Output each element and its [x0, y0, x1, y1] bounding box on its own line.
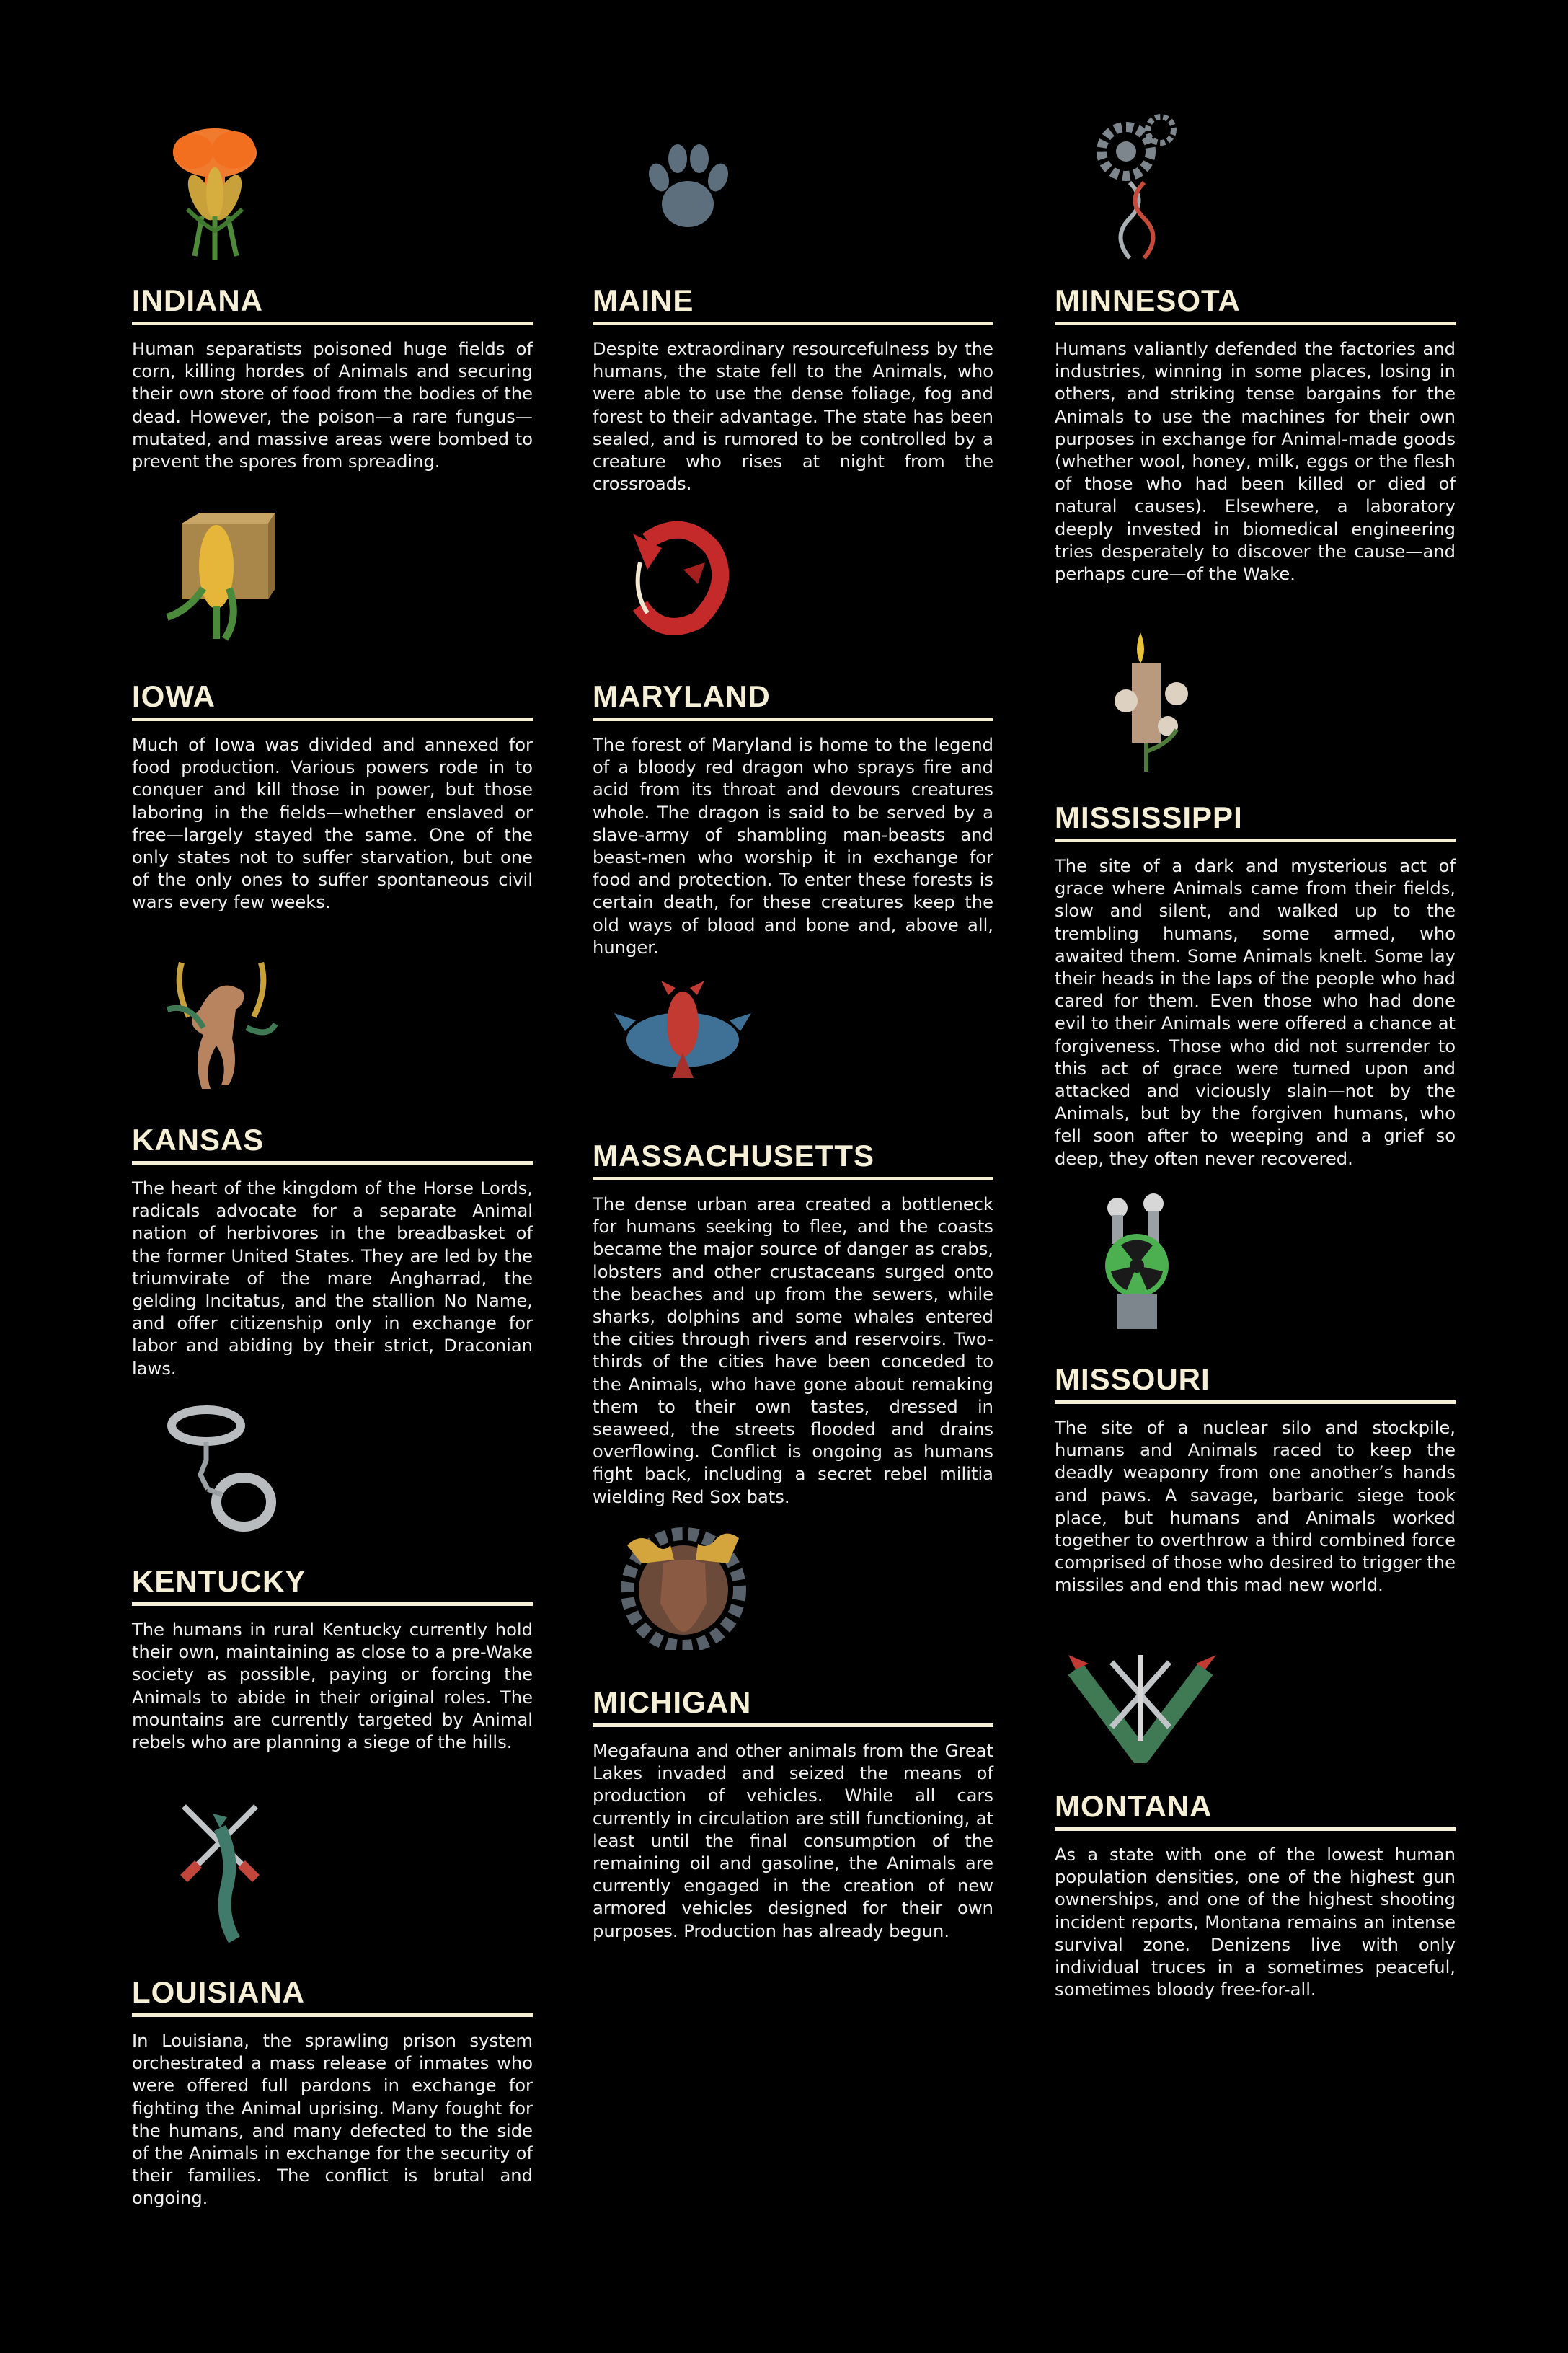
- lobster-crab-icon: [614, 981, 751, 1082]
- red-dragon-icon: [619, 519, 734, 635]
- corn-hay-bale-icon: [160, 509, 279, 643]
- state-entry-minnesota: [1055, 283, 1456, 586]
- state-title: MISSISSIPPI: [1055, 803, 1456, 842]
- state-description: As a state with one of the lowest human population densities, one of the highest gun ownerships, and one of the highest shooting incident reports, Montana remains an intense survival zone. Denizens live with only individual truces in a sometimes peaceful, sometimes bloody free-for-all.: [1055, 1845, 1456, 2000]
- state-entry-maine: [593, 283, 993, 495]
- state-entry-kansas: [132, 1125, 533, 1380]
- state-title: MONTANA: [1055, 1791, 1456, 1831]
- shackles-icon: [164, 1403, 287, 1532]
- state-title: KENTUCKY: [132, 1566, 533, 1606]
- state-entry-louisiana: [132, 1977, 533, 2210]
- nuclear-plant-icon: [1096, 1193, 1179, 1330]
- state-description: Human separatists poisoned huge fields of corn, killing hordes of Animals and securing their own store of food from the bodies of the dead. However, the poison—a rare fungus—mutated, and massive areas were bombed to prevent the spores from spreading.: [132, 339, 533, 472]
- state-description: The dense urban area created a bottleneck for humans seeking to flee, and the coasts became the major source of danger as crabs, lobsters and other crustaceans surged onto the beaches and up from the sewers, while sharks, dolphins and some whales entered the cities through rivers and reservoirs. Two-thirds of the cities have been conceded to the Animals, who have gone about remaking them to their own tastes, dressed in seaweed, the streets flooded and drains overflowing. Conflict is ongoing as humans fight back, including a secret rebel militia wielding Red Sox bats.: [593, 1194, 993, 1507]
- gear-dna-icon: [1097, 114, 1180, 262]
- rearing-horse-wheat-icon: [160, 959, 279, 1092]
- state-title: MINNESOTA: [1055, 286, 1456, 325]
- state-description: Despite extraordinary resourcefulness by the humans, the state fell to the Animals, who were able to use the dense foliage, fog and forest to their advantage. The state has been sealed, and is rumored to be controlled by a creature who rises at night from the crossroads.: [593, 339, 993, 495]
- state-title: MARYLAND: [593, 681, 993, 721]
- crossed-guns-missiles-icon: [1068, 1648, 1216, 1763]
- state-entry-indiana: [132, 283, 533, 473]
- state-entry-montana: [1055, 1791, 1456, 2001]
- state-description: Humans valiantly defended the factories and industries, winning in some places, losing in others, and striking tense bargains for the Animals to use the machines for their own purposes in exchange for Animal-made goods (whether wool, honey, milk, eggs or the flesh of those who had been killed or died of natural causes). Elsewhere, a laboratory deeply invested in biomedical engineering tries desperately to discover the cause—and perhaps cure—of the Wake.: [1055, 339, 1456, 585]
- state-title: KANSAS: [132, 1125, 533, 1165]
- state-entry-kentucky: [132, 1566, 533, 1754]
- state-title: INDIANA: [132, 286, 533, 325]
- state-description: Much of Iowa was divided and annexed for food production. Various powers rode in to conquer and kill those in power, but those laboring in the fields—whether enslaved or free—largely stayed the same. One of the only states not to suffer starvation, but one of the only ones to suffer spontaneous civil wars every few weeks.: [132, 735, 533, 913]
- state-title: MISSOURI: [1055, 1364, 1456, 1404]
- state-title: MAINE: [593, 286, 993, 325]
- state-description: The heart of the kingdom of the Horse Lords, radicals advocate for a separate Animal nation of herbivores in the breadbasket of the former United States. They are led by the triumvirate of the mare Angharrad, the gelding Incitatus, and the stallion No Name, and offer citizenship only in exchange for labor and abiding by their strict, Draconian laws.: [132, 1178, 533, 1379]
- state-description: The site of a dark and mysterious act of grace where Animals came from their fields, slow and silent, and walked up to the trembling humans, some armed, who awaited them. Some Animals knelt. Some lay their heads in the laps of the people who had cared for them. Even those who had done evil to their Animals were offered a chance at forgiveness. Those who did not surrender to this act of grace were turned upon and attacked and viciously slain—not by the Animals, but by the forgiven humans, who fell soon after to weeping and a grief so deep, they often never recovered.: [1055, 856, 1456, 1169]
- state-description: The site of a nuclear silo and stockpile, humans and Animals raced to keep the deadly weaponry from one another’s hands and paws. A savage, barbaric siege took place, but humans and Animals worked together to overthrow a third combined force comprised of those who desired to trigger the missiles and end this mad new world.: [1055, 1418, 1456, 1596]
- state-title: MASSACHUSETTS: [593, 1141, 993, 1180]
- state-entry-missouri: [1055, 1364, 1456, 1597]
- crossed-rifles-alligator-icon: [177, 1799, 263, 1943]
- state-entry-mississippi: [1055, 800, 1456, 1170]
- state-title: MICHIGAN: [593, 1687, 993, 1727]
- state-entry-iowa: [132, 681, 533, 914]
- mushroom-cloud-corn-icon: [159, 123, 267, 263]
- state-description: Megafauna and other animals from the Great Lakes invaded and seized the means of production of vehicles. While all cars currently in circulation are still functioning, at least until the final consumption of the remaining oil and gasoline, the Animals are currently engaged in the creation of new armored vehicles designed for their own purposes. Production has already begun.: [593, 1741, 993, 1941]
- candle-cotton-icon: [1110, 629, 1197, 773]
- state-description: In Louisiana, the sprawling prison system orchestrated a mass release of inmates who were offered full pardons in exchange for fighting the Animal uprising. Many fought for the humans, and many defected to the side of the Animals in exchange for the security of their families. The conflict is brutal and ongoing.: [132, 2031, 533, 2209]
- state-title: IOWA: [132, 681, 533, 721]
- state-description: The forest of Maryland is home to the legend of a bloody red dragon who sprays fire and acid from its throat and devours creatures whole. The dragon is said to be served by a slave-army of shambling man-beasts and beast-men who worship it in exchange for food and protection. To enter these forests is certain death, for these creatures keep the old ways of blood and bone and, above all, hunger.: [593, 735, 993, 958]
- state-title: LOUISIANA: [132, 1977, 533, 2017]
- state-entry-massachusetts: [593, 1141, 993, 1509]
- state-entry-michigan: [593, 1687, 993, 1943]
- moose-gear-icon: [613, 1524, 753, 1650]
- paw-print-icon: [643, 143, 733, 233]
- state-entry-maryland: [593, 681, 993, 959]
- state-description: The humans in rural Kentucky currently hold their own, maintaining as close to a pre-Wake society as possible, paying or forcing the Animals to abide in their original roles. The mountains are currently targeted by Animal rebels who are planning a siege of the hills.: [132, 1620, 533, 1753]
